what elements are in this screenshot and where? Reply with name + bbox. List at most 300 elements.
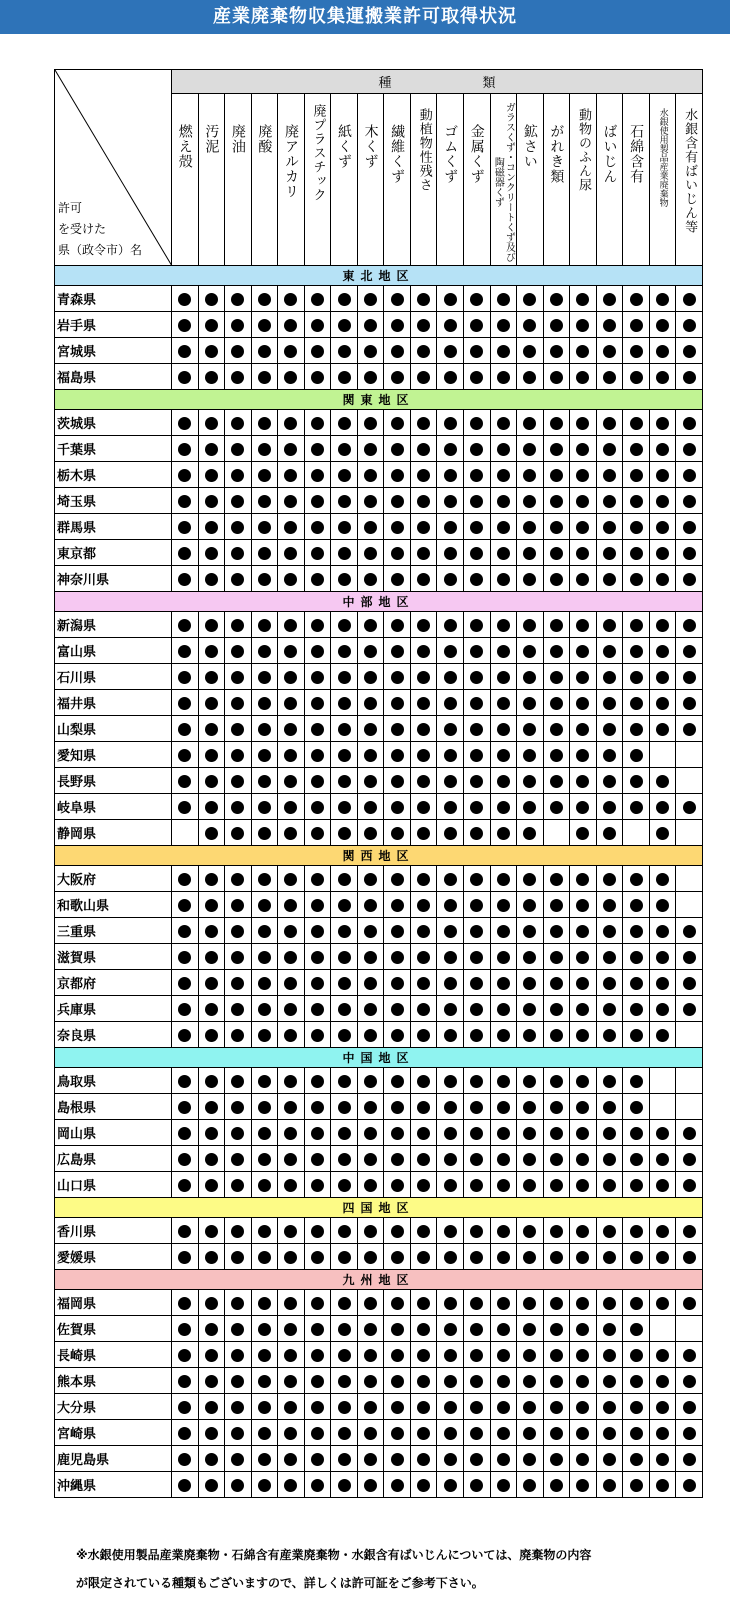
permit-dot	[284, 1179, 297, 1192]
permit-cell	[676, 488, 703, 514]
permit-cell	[517, 996, 544, 1022]
permit-dot	[683, 723, 696, 736]
permit-cell	[331, 638, 358, 664]
permit-cell	[198, 820, 225, 846]
permit-cell	[410, 286, 437, 312]
permit-cell	[437, 1068, 464, 1094]
permit-cell	[676, 286, 703, 312]
permit-dot	[364, 1127, 377, 1140]
permit-cell	[543, 638, 570, 664]
permit-cell	[384, 364, 411, 390]
permit-cell	[676, 742, 703, 768]
prefecture-name: 愛知県	[55, 742, 172, 768]
permit-cell	[172, 1094, 199, 1120]
permit-cell	[676, 1394, 703, 1420]
permit-dot	[656, 345, 669, 358]
permit-cell	[304, 514, 331, 540]
permit-dot	[603, 547, 616, 560]
permit-cell	[464, 1022, 491, 1048]
permit-cell	[543, 338, 570, 364]
permit-dot	[497, 873, 510, 886]
permit-dot	[205, 873, 218, 886]
permit-dot	[231, 619, 244, 632]
permit-dot	[550, 925, 563, 938]
permit-cell	[172, 1172, 199, 1198]
permit-cell	[198, 1218, 225, 1244]
permit-dot	[205, 645, 218, 658]
permit-dot	[656, 1225, 669, 1238]
permit-cell	[251, 1472, 278, 1498]
permit-dot	[338, 1401, 351, 1414]
permit-dot	[311, 977, 324, 990]
permit-dot	[497, 1401, 510, 1414]
permit-dot	[630, 1375, 643, 1388]
permit-cell	[410, 664, 437, 690]
permit-dot	[444, 1453, 457, 1466]
permit-dot	[683, 977, 696, 990]
permit-dot	[284, 1479, 297, 1492]
permit-dot	[470, 697, 483, 710]
permit-cell	[384, 1094, 411, 1120]
permit-cell	[357, 638, 384, 664]
permit-dot	[364, 1349, 377, 1362]
permit-cell	[410, 488, 437, 514]
permit-cell	[172, 436, 199, 462]
permit-cell	[384, 1172, 411, 1198]
permit-cell	[304, 1244, 331, 1270]
permit-dot	[550, 1003, 563, 1016]
permit-cell	[304, 690, 331, 716]
permit-cell	[225, 364, 252, 390]
permit-cell	[490, 892, 517, 918]
prefecture-row	[55, 1120, 703, 1146]
permit-dot	[178, 345, 191, 358]
permit-dot	[258, 1153, 271, 1166]
permit-dot	[231, 1375, 244, 1388]
permit-cell	[464, 742, 491, 768]
permit-dot	[417, 1323, 430, 1336]
permit-dot	[338, 417, 351, 430]
permit-dot	[523, 1029, 536, 1042]
permit-cell	[410, 918, 437, 944]
permit-dot	[576, 925, 589, 938]
permit-cell	[225, 1120, 252, 1146]
permit-dot	[550, 1427, 563, 1440]
region-label: 東北地区	[55, 266, 703, 286]
permit-cell	[623, 1446, 650, 1472]
permit-dot	[523, 671, 536, 684]
permit-cell	[225, 312, 252, 338]
permit-dot	[497, 645, 510, 658]
permit-cell	[304, 540, 331, 566]
permit-dot	[178, 443, 191, 456]
permit-cell	[198, 1068, 225, 1094]
permit-dot	[284, 1453, 297, 1466]
permit-dot	[205, 1029, 218, 1042]
permit-dot	[284, 443, 297, 456]
permit-cell	[410, 1094, 437, 1120]
permit-dot	[576, 1375, 589, 1388]
permit-dot	[178, 1075, 191, 1088]
permit-dot	[470, 1127, 483, 1140]
permit-cell	[649, 820, 676, 846]
permit-dot	[178, 495, 191, 508]
permit-dot	[258, 371, 271, 384]
permit-dot	[205, 801, 218, 814]
permit-cell	[649, 638, 676, 664]
permit-cell	[543, 892, 570, 918]
type-label: 燃え殻	[176, 124, 193, 169]
permit-dot	[550, 1127, 563, 1140]
permit-dot	[258, 1251, 271, 1264]
permit-dot	[576, 573, 589, 586]
prefecture-row	[55, 1342, 703, 1368]
permit-cell	[198, 410, 225, 436]
permit-dot	[284, 1101, 297, 1114]
permit-dot	[258, 723, 271, 736]
permit-dot	[258, 671, 271, 684]
permit-dot	[311, 951, 324, 964]
prefecture-row	[55, 794, 703, 820]
permit-dot	[630, 345, 643, 358]
permit-cell	[172, 918, 199, 944]
permit-cell	[517, 794, 544, 820]
permit-dot	[603, 801, 616, 814]
permit-dot	[603, 899, 616, 912]
permit-cell	[357, 1146, 384, 1172]
permit-cell	[278, 612, 305, 638]
prefecture-name: 岐阜県	[55, 794, 172, 820]
permit-dot	[391, 899, 404, 912]
permit-cell	[676, 566, 703, 592]
permit-cell	[517, 338, 544, 364]
permit-cell	[623, 742, 650, 768]
type-header	[251, 94, 278, 266]
permit-dot	[284, 495, 297, 508]
prefecture-name: 青森県	[55, 286, 172, 312]
permit-cell	[410, 312, 437, 338]
permit-dot	[576, 1153, 589, 1166]
permit-dot	[258, 1453, 271, 1466]
permit-cell	[570, 1446, 597, 1472]
permit-dot	[258, 1029, 271, 1042]
permit-dot	[417, 671, 430, 684]
permit-cell	[251, 1068, 278, 1094]
permit-cell	[649, 716, 676, 742]
permit-cell	[331, 820, 358, 846]
permit-dot	[523, 371, 536, 384]
permit-cell	[331, 664, 358, 690]
permit-cell	[357, 892, 384, 918]
permit-cell	[490, 1446, 517, 1472]
permit-cell	[410, 1420, 437, 1446]
permit-cell	[464, 1068, 491, 1094]
permit-cell	[304, 488, 331, 514]
permit-cell	[596, 1342, 623, 1368]
permit-dot	[391, 1453, 404, 1466]
permit-dot	[470, 1297, 483, 1310]
permit-cell	[198, 1244, 225, 1270]
permit-cell	[278, 1394, 305, 1420]
permit-cell	[437, 638, 464, 664]
permit-dot	[338, 1075, 351, 1088]
permit-dot	[311, 723, 324, 736]
prefecture-row	[55, 1218, 703, 1244]
permit-cell	[517, 364, 544, 390]
permit-cell	[543, 1094, 570, 1120]
permit-cell	[464, 866, 491, 892]
prefecture-name: 熊本県	[55, 1368, 172, 1394]
permit-dot	[364, 521, 377, 534]
permit-dot	[231, 1323, 244, 1336]
permit-cell	[172, 638, 199, 664]
permit-dot	[311, 827, 324, 840]
permit-dot	[523, 443, 536, 456]
permit-cell	[384, 1446, 411, 1472]
permit-dot	[497, 723, 510, 736]
permit-dot	[311, 1375, 324, 1388]
permit-cell	[198, 690, 225, 716]
permit-dot	[311, 1401, 324, 1414]
permit-cell	[649, 1394, 676, 1420]
permit-cell	[172, 1472, 199, 1498]
permit-cell	[331, 410, 358, 436]
permit-dot	[338, 371, 351, 384]
permit-cell	[623, 1316, 650, 1342]
permit-cell	[251, 1120, 278, 1146]
permit-dot	[205, 573, 218, 586]
permit-cell	[172, 716, 199, 742]
permit-dot	[550, 801, 563, 814]
permit-dot	[311, 345, 324, 358]
permit-cell	[384, 1120, 411, 1146]
permit-dot	[497, 925, 510, 938]
permit-cell	[331, 436, 358, 462]
permit-cell	[251, 1172, 278, 1198]
permit-cell	[225, 1218, 252, 1244]
permit-cell	[331, 918, 358, 944]
permit-dot	[576, 899, 589, 912]
permit-dot	[603, 345, 616, 358]
permit-cell	[517, 970, 544, 996]
permit-cell	[198, 1094, 225, 1120]
permit-dot	[205, 1453, 218, 1466]
permit-dot	[550, 1029, 563, 1042]
permit-cell	[198, 794, 225, 820]
permit-dot	[603, 1297, 616, 1310]
permit-dot	[364, 547, 377, 560]
permit-dot	[205, 1127, 218, 1140]
permit-dot	[284, 573, 297, 586]
permit-dot	[656, 619, 669, 632]
permit-cell	[437, 1316, 464, 1342]
permit-dot	[444, 775, 457, 788]
permit-dot	[205, 1323, 218, 1336]
permit-dot	[391, 925, 404, 938]
permit-dot	[550, 775, 563, 788]
permit-cell	[517, 410, 544, 436]
permit-cell	[198, 1316, 225, 1342]
permit-cell	[649, 1094, 676, 1120]
type-header	[357, 94, 384, 266]
permit-dot	[497, 1297, 510, 1310]
permit-cell	[278, 1146, 305, 1172]
permit-cell	[623, 364, 650, 390]
permit-cell	[649, 768, 676, 794]
permit-dot	[523, 1153, 536, 1166]
permit-dot	[231, 645, 244, 658]
permit-dot	[444, 521, 457, 534]
permit-dot	[523, 1323, 536, 1336]
permit-dot	[231, 775, 244, 788]
permit-cell	[649, 612, 676, 638]
permit-dot	[391, 1127, 404, 1140]
permit-dot	[630, 723, 643, 736]
permit-cell	[570, 638, 597, 664]
permit-dot	[603, 1251, 616, 1264]
permit-cell	[490, 488, 517, 514]
type-label: 動物のふん尿	[575, 108, 591, 192]
permit-cell	[649, 918, 676, 944]
region-label: 九州地区	[55, 1270, 703, 1290]
permit-dot	[417, 899, 430, 912]
permit-dot	[603, 1375, 616, 1388]
permit-cell	[490, 768, 517, 794]
permit-cell	[278, 410, 305, 436]
permit-dot	[444, 723, 457, 736]
permit-dot	[258, 873, 271, 886]
permit-cell	[198, 612, 225, 638]
permit-dot	[550, 495, 563, 508]
permit-dot	[576, 1127, 589, 1140]
permit-cell	[596, 742, 623, 768]
permit-cell	[464, 918, 491, 944]
permit-cell	[410, 742, 437, 768]
permit-cell	[649, 892, 676, 918]
permit-cell	[464, 944, 491, 970]
permit-dot	[576, 775, 589, 788]
permit-cell	[649, 286, 676, 312]
permit-dot	[311, 547, 324, 560]
permit-dot	[470, 1225, 483, 1238]
permit-dot	[576, 1029, 589, 1042]
permit-dot	[470, 417, 483, 430]
permit-cell	[198, 638, 225, 664]
prefecture-row	[55, 820, 703, 846]
permit-cell	[278, 638, 305, 664]
permit-dot	[683, 1297, 696, 1310]
type-label: 石綿含有	[628, 124, 645, 184]
permit-cell	[676, 1368, 703, 1394]
permit-cell	[649, 566, 676, 592]
permit-cell	[543, 1022, 570, 1048]
permit-dot	[630, 1153, 643, 1166]
permit-cell	[676, 892, 703, 918]
permit-dot	[630, 1075, 643, 1088]
permit-cell	[623, 566, 650, 592]
permit-dot	[523, 417, 536, 430]
permit-dot	[470, 645, 483, 658]
permit-cell	[517, 612, 544, 638]
permit-dot	[656, 1029, 669, 1042]
permit-cell	[437, 566, 464, 592]
permit-dot	[444, 345, 457, 358]
permit-dot	[338, 573, 351, 586]
permit-cell	[596, 664, 623, 690]
permit-dot	[231, 697, 244, 710]
permit-cell	[357, 540, 384, 566]
footnote-line-1: ※水銀使用製品産業廃棄物・石綿含有産業廃棄物・水銀含有ばいじんについては、廃棄物の内容	[76, 1548, 592, 1562]
permit-dot	[311, 1127, 324, 1140]
permit-cell	[198, 566, 225, 592]
permit-cell	[225, 742, 252, 768]
permit-dot	[683, 1003, 696, 1016]
permit-cell	[357, 1068, 384, 1094]
permit-dot	[231, 319, 244, 332]
permit-dot	[284, 293, 297, 306]
permit-dot	[523, 645, 536, 658]
permit-cell	[464, 970, 491, 996]
permit-cell	[251, 1022, 278, 1048]
permit-cell	[172, 742, 199, 768]
permit-dot	[231, 951, 244, 964]
permit-dot	[550, 697, 563, 710]
permit-dot	[258, 1349, 271, 1362]
permit-dot	[630, 573, 643, 586]
permit-cell	[596, 768, 623, 794]
permit-cell	[304, 1218, 331, 1244]
permit-cell	[437, 364, 464, 390]
permit-dot	[284, 1225, 297, 1238]
permit-cell	[570, 664, 597, 690]
permit-dot	[444, 1479, 457, 1492]
permit-cell	[384, 514, 411, 540]
permit-cell	[278, 338, 305, 364]
permit-dot	[417, 1251, 430, 1264]
permit-dot	[417, 1401, 430, 1414]
permit-dot	[417, 547, 430, 560]
permit-dot	[311, 1323, 324, 1336]
permit-cell	[490, 1120, 517, 1146]
permit-cell	[649, 1218, 676, 1244]
permit-dot	[444, 1029, 457, 1042]
permit-dot	[391, 873, 404, 886]
permit-cell	[251, 1290, 278, 1316]
permit-cell	[623, 638, 650, 664]
permit-cell	[331, 1094, 358, 1120]
permit-cell	[304, 1420, 331, 1446]
permit-cell	[623, 944, 650, 970]
permit-cell	[464, 690, 491, 716]
permit-cell	[490, 462, 517, 488]
permit-dot	[550, 1075, 563, 1088]
permit-cell	[278, 1316, 305, 1342]
permit-cell	[543, 462, 570, 488]
permit-cell	[596, 820, 623, 846]
permit-dot	[550, 1323, 563, 1336]
permit-cell	[410, 1218, 437, 1244]
permit-cell	[596, 338, 623, 364]
permit-dot	[258, 547, 271, 560]
permit-dot	[205, 1479, 218, 1492]
corner-label-line: 県（政令市）名	[58, 243, 143, 257]
permit-dot	[576, 1075, 589, 1088]
permit-cell	[225, 1172, 252, 1198]
permit-cell	[623, 338, 650, 364]
permit-dot	[656, 1153, 669, 1166]
permit-dot	[497, 1427, 510, 1440]
permit-cell	[596, 1368, 623, 1394]
